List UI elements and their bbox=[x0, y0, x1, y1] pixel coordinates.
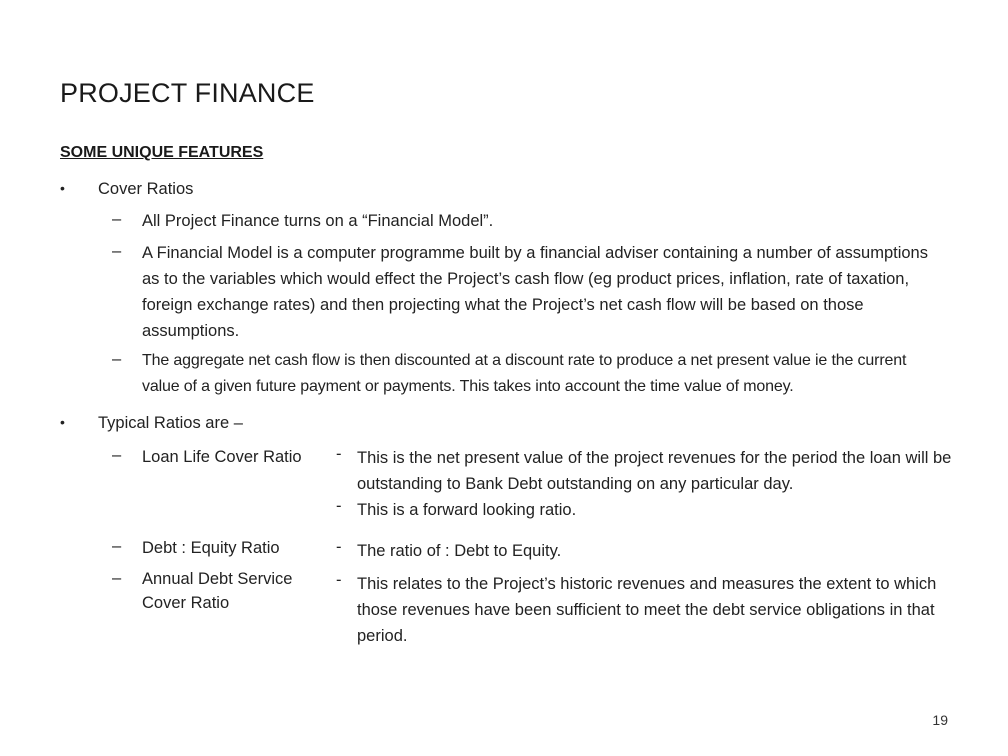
page-title: PROJECT FINANCE bbox=[60, 78, 315, 108]
cover-ratio-item-3: The aggregate net cash flow is then discounted at a discount rate to produce a net present value ie the current value of a given future payment or payments. This takes into account the time value of money. bbox=[142, 352, 907, 395]
ratio-desc-loan-life-1: This is the net present value of the project revenues for the period the loan will be outstanding to Bank Debt outstanding on any particular day. bbox=[357, 449, 952, 493]
hyphen-icon: - bbox=[336, 445, 342, 463]
ratio-name-adscr: Annual Debt Service Cover Ratio bbox=[142, 570, 293, 612]
dash-icon: – bbox=[112, 242, 122, 260]
hyphen-icon: - bbox=[336, 538, 342, 556]
bullet-icon: • bbox=[60, 414, 65, 430]
ratio-name-debt-equity: Debt : Equity Ratio bbox=[142, 539, 280, 557]
ratio-desc-adscr: This relates to the Project’s historic revenues and measures the extent to which those revenues have been sufficient to meet the debt service obligations in that period. bbox=[357, 575, 937, 645]
dash-icon: – bbox=[112, 537, 122, 555]
cover-ratio-item-1: All Project Finance turns on a “Financial Model”. bbox=[142, 212, 494, 230]
ratio-desc-loan-life-2: This is a forward looking ratio. bbox=[357, 501, 577, 519]
section-subtitle: SOME UNIQUE FEATURES bbox=[60, 144, 264, 161]
dash-icon: – bbox=[112, 350, 122, 368]
ratio-desc-debt-equity: The ratio of : Debt to Equity. bbox=[357, 542, 562, 560]
dash-icon: – bbox=[112, 569, 122, 587]
ratio-name-loan-life: Loan Life Cover Ratio bbox=[142, 448, 302, 466]
page-number: 19 bbox=[932, 712, 948, 728]
dash-icon: – bbox=[112, 210, 122, 228]
dash-icon: – bbox=[112, 446, 122, 464]
bullet-icon: • bbox=[60, 180, 65, 196]
hyphen-icon: - bbox=[336, 497, 342, 515]
cover-ratio-item-2: A Financial Model is a computer programme built by a financial adviser containing a number of assumptions as to the variables which would effect the Project’s cash flow (eg product prices, inflation, rate of taxation, foreign exchange rates) and then projecting what the Project’s net cash flow will be based on those assumptions. bbox=[142, 244, 928, 340]
typical-ratios-heading: Typical Ratios are – bbox=[98, 414, 243, 432]
cover-ratios-heading: Cover Ratios bbox=[98, 180, 194, 198]
hyphen-icon: - bbox=[336, 571, 342, 589]
